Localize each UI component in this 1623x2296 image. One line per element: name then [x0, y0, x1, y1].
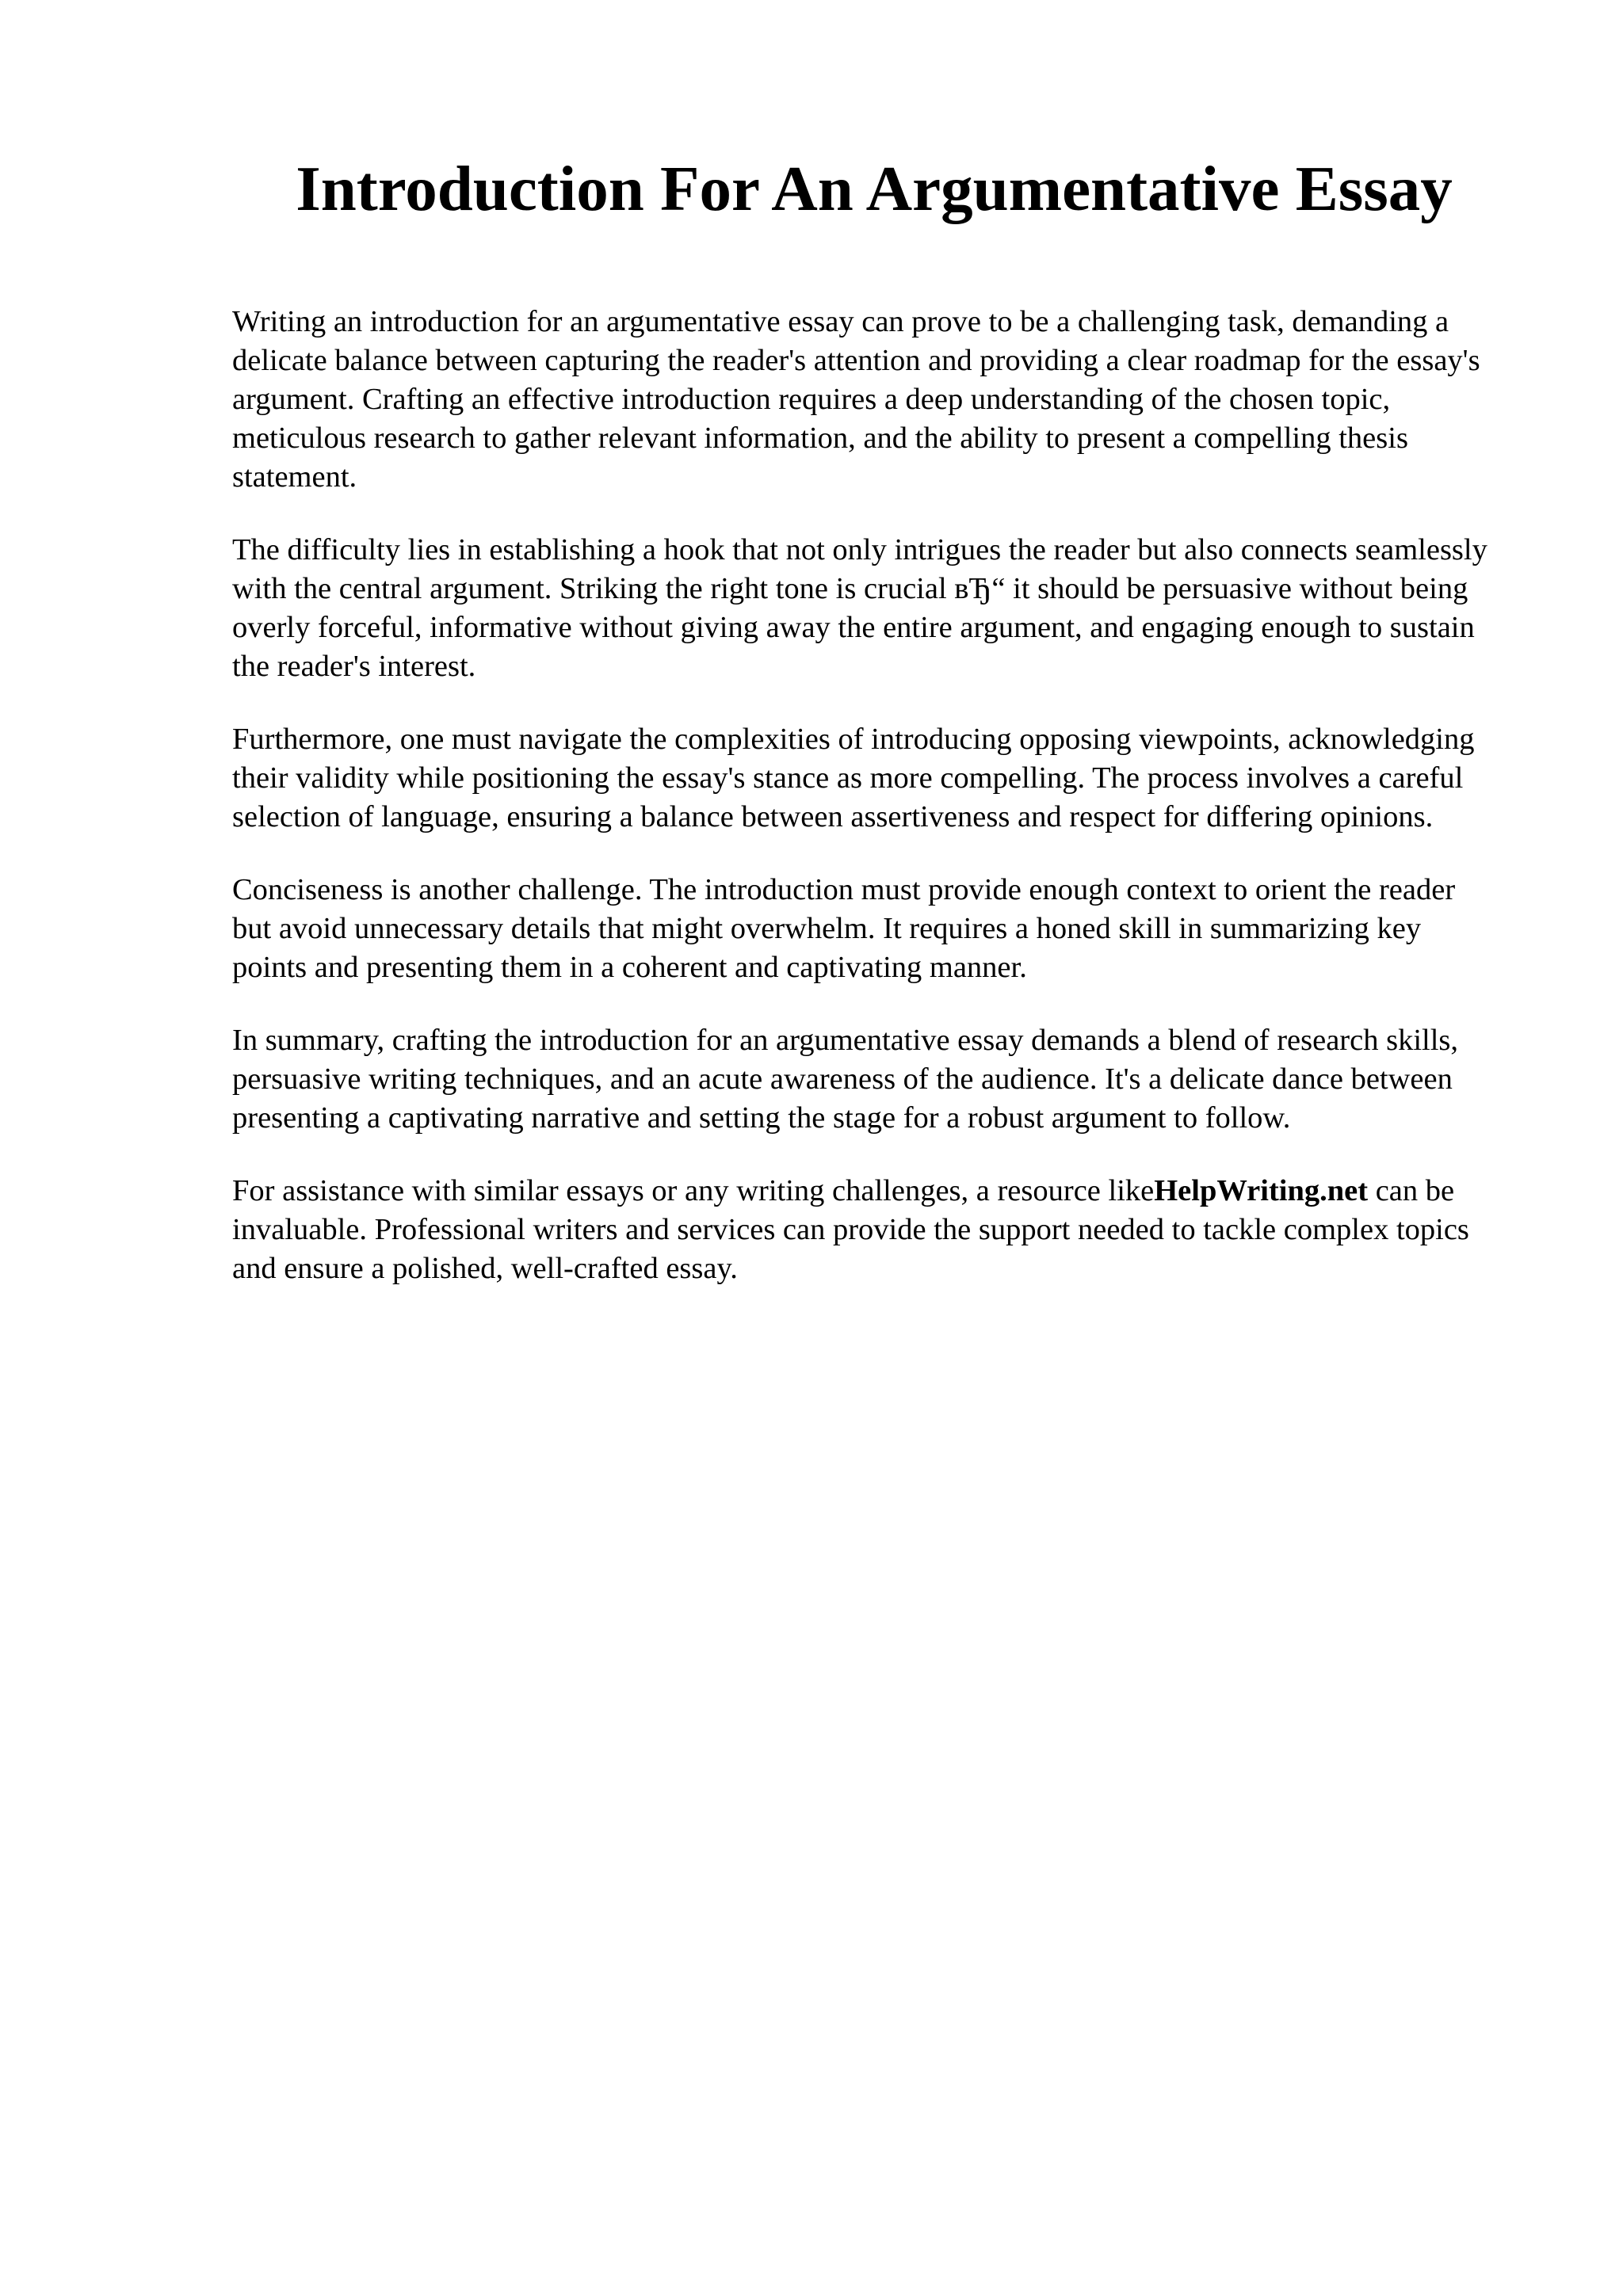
paragraph-5: In summary, crafting the introduction for an argumentative essay demands a blend of research skills, persuasive writing techniques, and an acute awareness of the audience. It's a delicate dance between presenting a captivating narrative and setting the stage for a robust argument to follow.	[232, 1024, 1459, 1135]
helpwriting-link[interactable]: HelpWriting.net	[1154, 1174, 1369, 1207]
closing-paragraph	[232, 1172, 1492, 1288]
page-title: Introduction For An Argumentative Essay	[296, 153, 1453, 224]
closing-lead-text: For assistance with similar essays or any writing challenges, a resource like	[232, 1174, 1155, 1207]
paragraph-3: Furthermore, one must navigate the complexities of introducing opposing viewpoints, acknowledging their validity while positioning the essay's stance as more compelling. The process involves a careful selection of language, ensuring a balance between assertiveness and respect for differing opinions.	[232, 723, 1475, 833]
paragraph-2: The difficulty lies in establishing a hook that not only intrigues the reader but also connects seamlessly with the central argument. Striking the right tone is crucial вЂ“ it should be persuasive without being overly forceful, informative without giving away the entire argument, and engaging enough to sustain the reader's interest.	[232, 533, 1487, 683]
paragraph-4: Conciseness is another challenge. The introduction must provide enough context to orient the reader but avoid unnecessary details that might overwhelm. It requires a honed skill in summarizing key points and presenting them in a coherent and captivating manner.	[232, 873, 1456, 984]
paragraph-1: Writing an introduction for an argumentative essay can prove to be a challenging task, demanding a delicate balance between capturing the reader's attention and providing a clear roadmap for the essay's argument. Crafting an effective introduction requires a deep understanding of the chosen topic, meticulous research to gather relevant information, and the ability to present a compelling thesis statement.	[232, 305, 1480, 494]
closing-rest-text: can be invaluable. Professional writers and services can provide the support needed to tackle complex topics and ensure a polished, well-crafted essay.	[232, 1174, 1469, 1285]
essay-body	[232, 303, 1492, 1322]
